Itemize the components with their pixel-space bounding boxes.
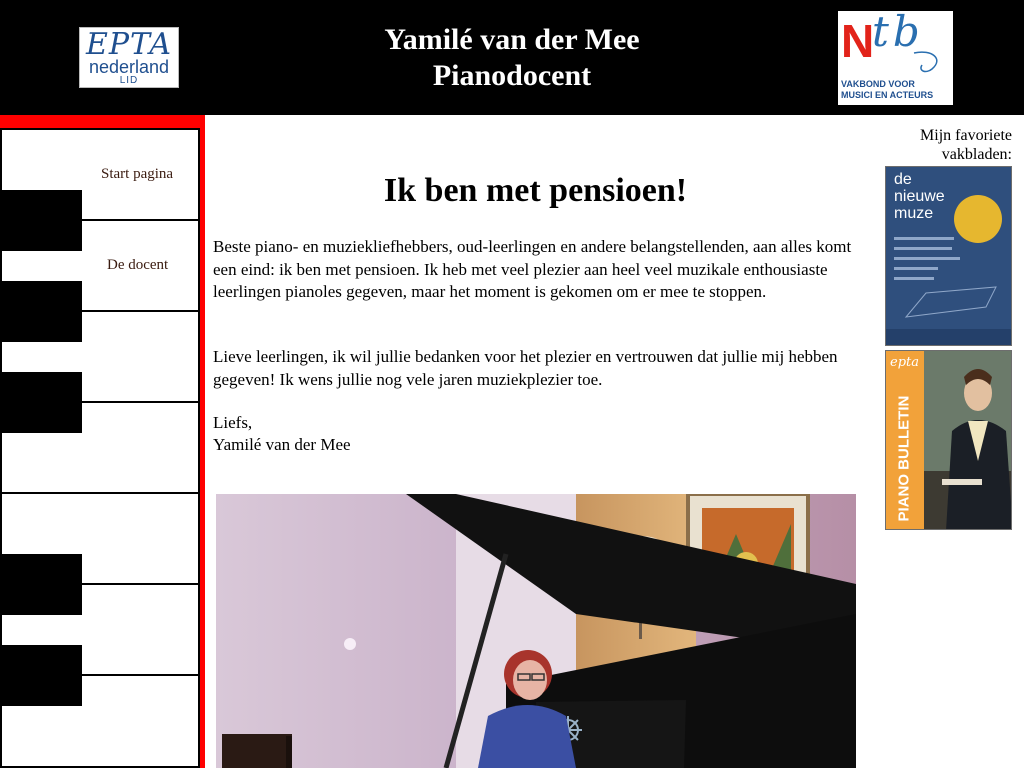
ntb-logo-swirl-icon xyxy=(912,49,946,77)
sidebar-red-border xyxy=(200,115,205,768)
site-header xyxy=(0,0,1024,115)
pianist-photo xyxy=(216,494,856,768)
ntb-logo[interactable] xyxy=(838,11,953,105)
epta-logo-text: EPTA xyxy=(85,27,173,62)
site-title xyxy=(300,22,724,94)
piano-black-key xyxy=(2,190,82,251)
site-title-name: Yamilé van der Mee xyxy=(384,23,640,56)
ntb-logo-n: N xyxy=(841,15,875,67)
nav-link-de-docent[interactable]: De docent xyxy=(107,257,169,273)
magazine-cover-piano-bulletin[interactable] xyxy=(885,350,1012,530)
magazine-cover-de-nieuwe-muze[interactable] xyxy=(885,166,1012,346)
ntb-logo-subtitle: VAKBOND VOOR MUSICI EN ACTEURS xyxy=(841,79,934,100)
signature-text: Yamilé van der Mee xyxy=(213,435,351,454)
sidebar-red-border-top xyxy=(0,115,205,128)
piano-bulletin-title: PIANO BULLETIN xyxy=(895,395,913,522)
closing-text: Liefs, xyxy=(213,413,253,432)
nav-link-start-pagina[interactable]: Start pagina xyxy=(101,166,174,182)
site-title-subtitle: Pianodocent xyxy=(432,59,592,92)
piano-black-key xyxy=(2,281,82,342)
page-title: Ik ben met pensioen! xyxy=(383,172,688,209)
piano-black-key xyxy=(2,645,82,706)
grand-piano-photo-illustration xyxy=(216,494,856,768)
thanks-paragraph: Lieve leerlingen, ik wil jullie bedanken voor het plezier en vertrouwen dat jullie mij hebben gegeven! Ik wens jullie nog vele jaren muziekplezier toe. xyxy=(213,347,838,389)
epta-logo-member: LID xyxy=(119,75,139,86)
piano-black-key xyxy=(2,554,82,615)
intro-paragraph: Beste piano- en muziekliefhebbers, oud-leerlingen en andere belangstellenden, aan alles komt een eind: ik ben met pensioen. Ik heb met veel plezier aan heel veel muzikale enthousiaste leerlingen pianoles gegeven, maar het moment is gekomen om er mee te stoppen. xyxy=(213,237,852,301)
piano-bulletin-brand: epta xyxy=(890,355,919,370)
piano-keyboard-nav xyxy=(0,128,200,768)
ntb-logo-tb: tb xyxy=(872,11,924,56)
piano-black-key xyxy=(2,372,82,433)
favorite-magazines-label: Mijn favoriete vakbladen: xyxy=(920,127,1012,163)
epta-nederland-logo[interactable] xyxy=(79,27,179,88)
epta-logo-country: nederland xyxy=(88,57,170,77)
de-nieuwe-muze-title: de nieuwe muze xyxy=(894,171,945,222)
